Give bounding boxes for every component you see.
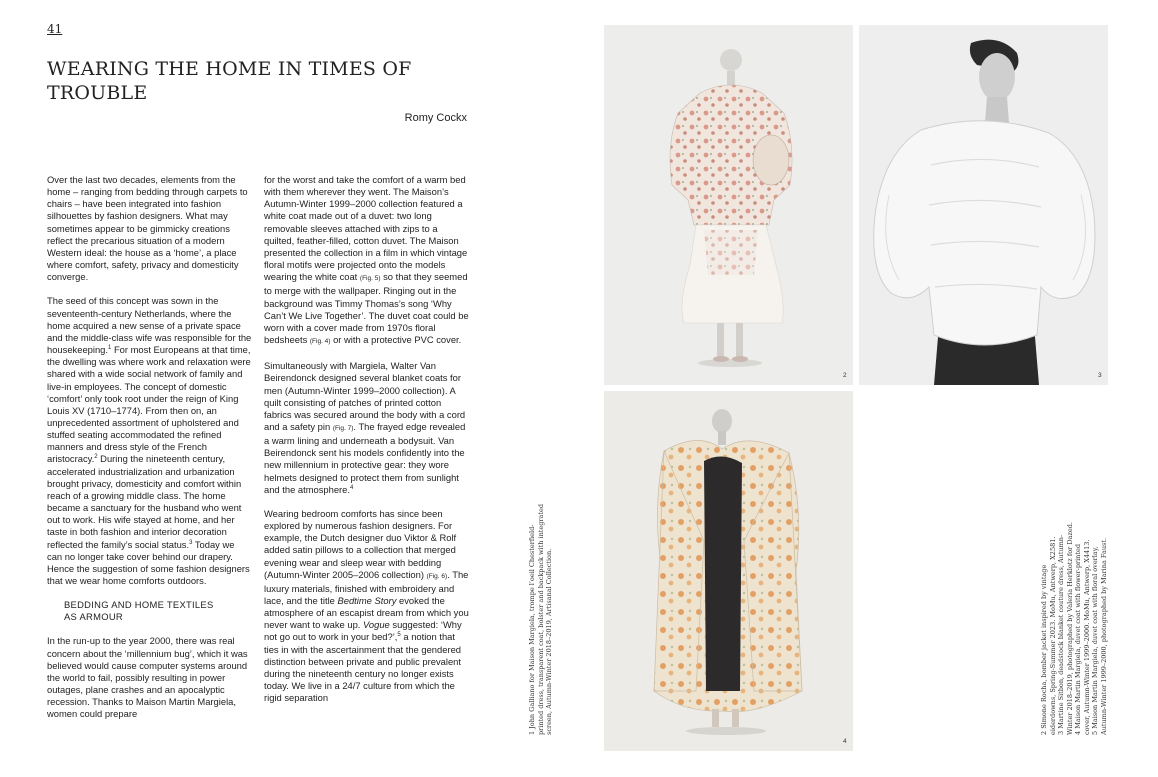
paragraph: In the run-up to the year 2000, there was real concern about the ‘millennium bug’, which it was believed would cause computer systems around the world to fail, possibly resulting in power outages, plane crashes and an apocalyptic recession. Thanks to Maison Martin Margiela, women could prepare <box>47 635 248 720</box>
page-number: 41 <box>47 22 63 36</box>
figure-number: 4 <box>843 738 847 745</box>
footnote-marker: 1 <box>108 344 112 351</box>
figure-reference: (Fig. 6) <box>426 572 448 580</box>
figure-3-photo <box>859 25 1108 385</box>
footnote-marker: 2 <box>94 454 98 461</box>
figure-reference: (Fig. 5) <box>359 275 381 283</box>
author-name: Romy Cockx <box>404 112 467 124</box>
caption-figure-5: 5 Maison Martin Margiela, duvet coat with floral overlay, <box>1091 546 1099 735</box>
figure-2-photo <box>604 25 853 385</box>
article-title: WEARING THE HOME IN TIMES OF TROUBLE <box>47 58 412 104</box>
caption-figure-1: 1 John Galliano for Maison Margiela, trompe l’oeil Chesterfield- printed dress, transparent coat, bolster and backpack with integrated screen, Autumn-Winter 2018–2019, Artisanal Collection. <box>528 504 553 735</box>
mannequin-duvet-coat-illustration <box>604 391 853 751</box>
caption-figure-3: 3 Martine Sitbon, deadstock blanket couture dress, Autumn- <box>1057 534 1065 735</box>
paragraph: Simultaneously with Margiela, Walter Van Beirendonck designed several blanket coats for men (Autumn-Winter 1999–2000 collection). A quilt consisting of patches of printed cotton fabrics was secured around the body with a cord and a safety pin (Fig. 7). The frayed edge revealed a warm lining and underneath a bodysuit. Van Beirendonck sent his models confidently into the new millennium in protective gear: they wore helmets designed to protect them from sunlight and the atmosphere.$^4$ <box>264 360 466 495</box>
paragraph: Wearing bedroom comforts has since been explored by numerous fashion designers. For example, the Dutch designer duo Viktor & Rolf added satin pillows to a collection that merged evening wear and sleep wear with bedding (Autumn-Winter 2005–2006 collection) (Fig. 6). The luxury materials, finished with embroidery and lace, and the title Bedtime Story evoked the atmosphere of an escapist dream from which you never want to wake up. Vogue suggested: ‘Why not go out to work in your bed?’,$^5$ a notion that ties in with the ascertainment that the gendered distinction between private and public prevalent during the nineteenth century no longer exists today. We live in a 24/7 culture from which the rigid separation <box>264 507 469 704</box>
figure-reference: (Fig. 7) <box>332 424 354 432</box>
mannequin-bomber-jacket-illustration <box>604 25 853 385</box>
paragraph: Over the last two decades, elements from the home – ranging from bedding through carpets to chairs – have been integrated into fashion silhouettes by fashion designers. What may sometimes appear to be gimmicky creations reflect the precarious situation of a modern Western ideal: the house as a ‘home’, a place where comfort, safety, privacy and domesticity converge. <box>47 174 248 283</box>
figure-reference: (Fig. 4) <box>309 338 331 346</box>
portrait-blanket-dress-illustration <box>859 25 1108 385</box>
text-column-1 <box>47 174 252 733</box>
caption-figure-2: 2 Simone Rocha, bomber jacket inspired by vintage <box>1040 564 1048 735</box>
footnote-marker: 3 <box>189 539 193 546</box>
footnote-marker: 5 <box>397 632 401 639</box>
paragraph: The seed of this concept was sown in the seventeenth-century Netherlands, where the home acquired a new sense of a private space and the middle-class wife was responsible for the housekeeping.$^1$ For most Europeans at that time, the dwelling was where work and relaxation were shared with a wide social network of family and live-in employees. The concept of domestic ‘comfort’ only took root under the reign of King Louis XV (1710–1774). From then on, an unprecedented assortment of upholstered and stuffed seating accommodated the refined manners and dress style of the French aristocracy.$^2$ During the nineteenth century, accelerated industrialization and urbanization brought privacy, domesticity and comfort within reach of a growing middle class. The home became a sanctuary for the husband who went out to work. His wife stayed at home, and her taste in both fashion and interior decoration reflected the family’s social status.$^3$ Today we can no longer take cover behind our drapery. Hence the suggestion of some fashion designers that we wear home comforts outdoors. <box>47 295 252 586</box>
figure-4-photo <box>604 391 853 751</box>
captions-figures-2-5: 2 Simone Rocha, bomber jacket inspired by vintage eiderdowns, Spring-Summer 2023. MoMu, Antwerp, X2581. 3 Martine Sitbon, deadstock blanket couture dress, Autumn- Winter 2018–2019, photographed by Valeria Herklotz for Dazed. 4 Maison Martin Margiela, duvet coat with flower-printed cover, Autumn-Winter 1999–2000. MoMu, Antwerp, X4413. 5 Maison Martin Margiela, duvet coat with floral overlay, Autumn-Winter 1999–2000, photographed by Marina Faust. <box>1040 522 1108 735</box>
caption-figure-4: 4 Maison Martin Margiela, duvet coat with flower-printed <box>1074 544 1082 735</box>
figure-number: 2 <box>843 372 847 379</box>
text-column-2 <box>264 174 469 716</box>
section-subheading: BEDDING AND HOME TEXTILES AS ARMOUR <box>64 599 214 623</box>
figure-number: 3 <box>1098 372 1102 379</box>
footnote-marker: 4 <box>350 484 354 491</box>
paragraph: for the worst and take the comfort of a warm bed with them wherever they went. The Maison’s Autumn-Winter 1999–2000 collection featured a white coat made out of a duvet: two long removable sleeves attached with zips to a quilted, feather-filled, cotton duvet. The Maison presented the collection in a film in which vintage floral motifs were projected onto the models wearing the white coat (Fig. 5) so that they seemed to merge with the wallpaper. Ringing out in the background was Timmy Thomas’s song ‘Why Can’t We Live Together’. The duvet coat could be worn with a cover made from 1970s floral bedsheets (Fig. 4) or with a protective PVC cover. <box>264 174 469 346</box>
